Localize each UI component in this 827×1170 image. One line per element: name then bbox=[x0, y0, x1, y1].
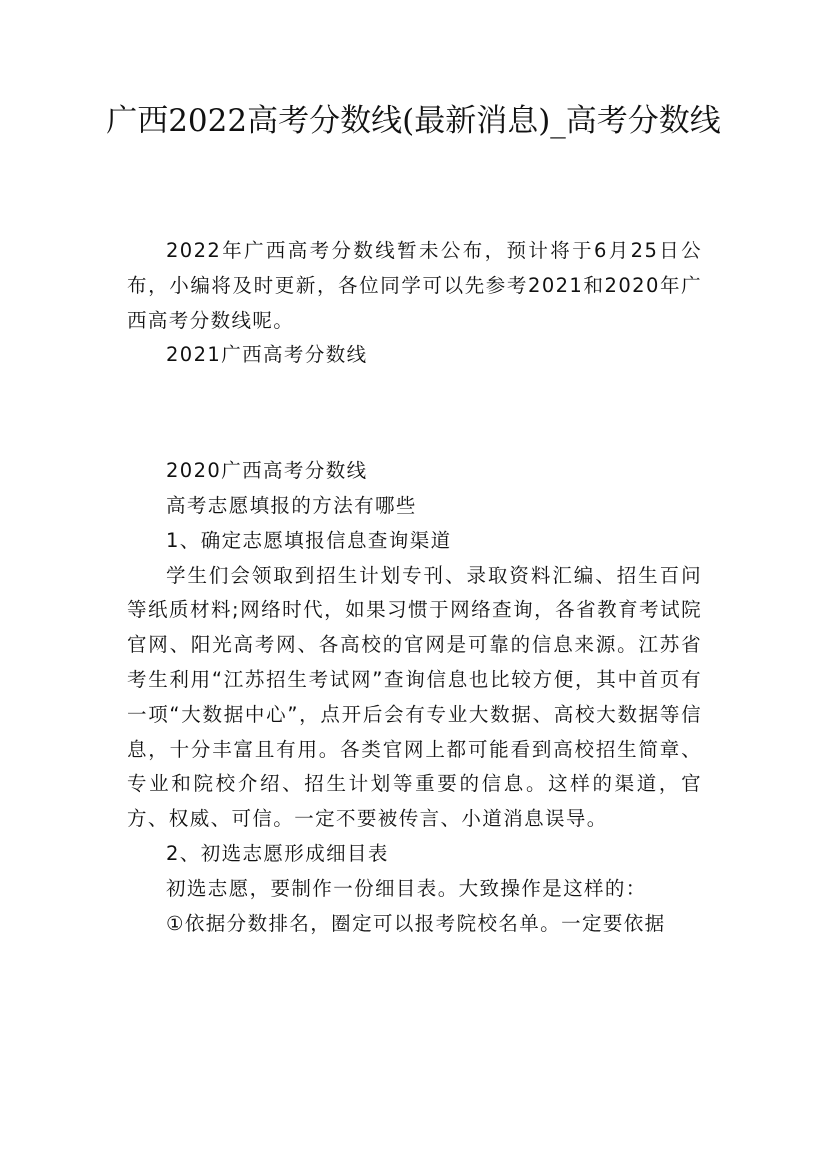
document-title: 广西2022高考分数线(最新消息)_高考分数线 bbox=[106, 103, 721, 139]
step-2-item-1: ①依据分数排名，圈定可以报考院校名单。一定要依据 bbox=[166, 911, 666, 935]
step-2-heading: 2、初选志愿形成细目表 bbox=[166, 841, 389, 865]
step-2-paragraph: 初选志愿，要制作一份细目表。大致操作是这样的： bbox=[166, 876, 647, 900]
step-1-heading: 1、确定志愿填报信息查询渠道 bbox=[166, 528, 452, 552]
document-body bbox=[127, 234, 702, 941]
section-heading-2020: 2020广西高考分数线 bbox=[166, 459, 368, 483]
intro-paragraph: 2022年广西高考分数线暂未公布，预计将于6月25日公布，小编将及时更新，各位同学可以先参考2021和2020年广西高考分数线呢。 bbox=[127, 239, 702, 332]
section-heading-methods: 高考志愿填报的方法有哪些 bbox=[166, 493, 417, 517]
step-1-paragraph: 学生们会领取到招生计划专刊、录取资料汇编、招生百问等纸质材料;网络时代，如果习惯于网络查询，各省教育考试院官网、阳光高考网、各高校的官网是可靠的信息来源。江苏省考生利用“江苏招生考试网”查询信息也比较方便，其中首页有一项“大数据中心”，点开后会有专业大数据、高校大数据等信息，十分丰富且有用。各类官网上都可能看到高校招生简章、专业和院校介绍、招生计划等重要的信息。这样的渠道，官方、权威、可信。一定不要被传言、小道消息误导。 bbox=[127, 563, 702, 831]
blank-space bbox=[127, 373, 702, 454]
section-heading-2021: 2021广西高考分数线 bbox=[166, 343, 368, 367]
